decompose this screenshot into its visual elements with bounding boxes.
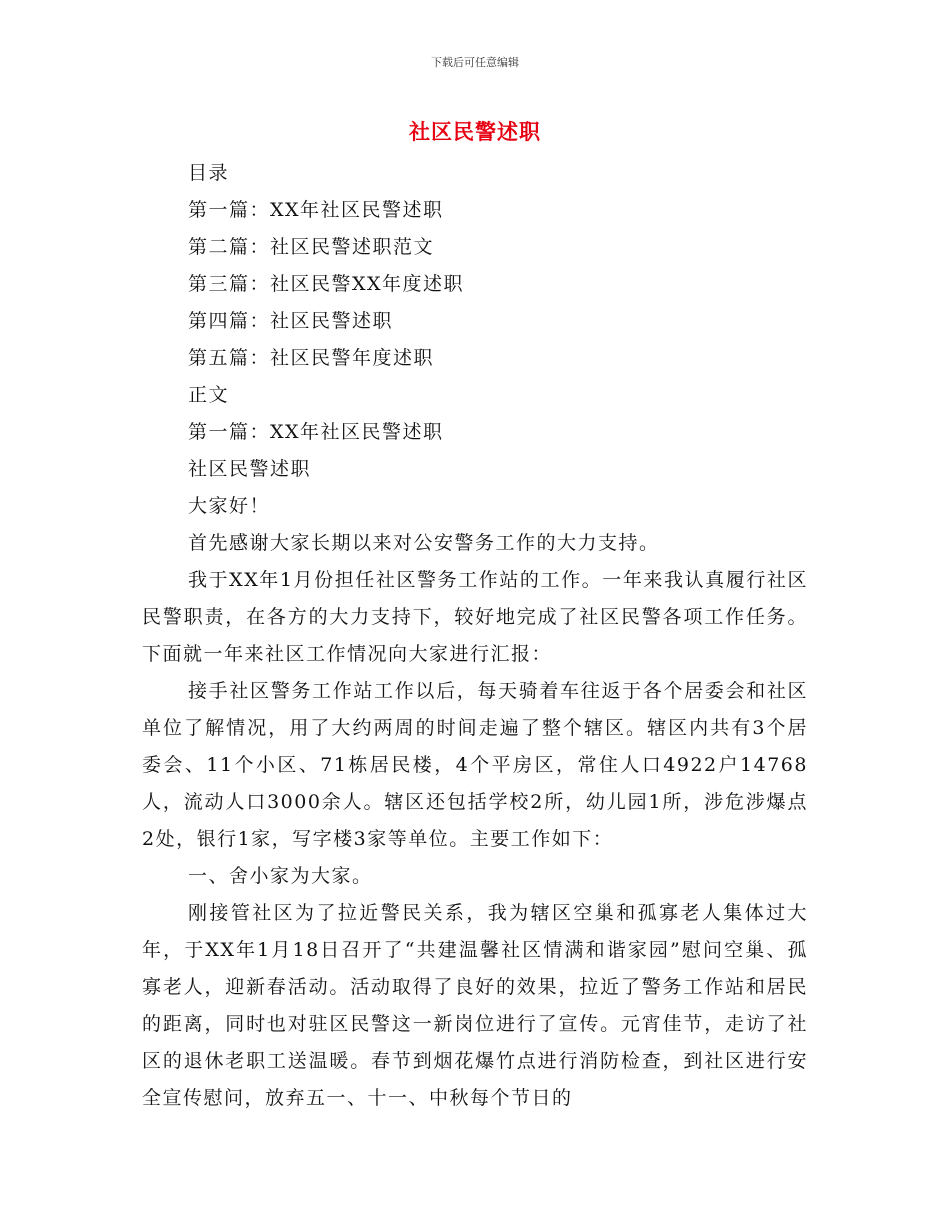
toc-item: 第三篇：社区民警XX年度述职 xyxy=(188,273,465,295)
paragraph: 首先感谢大家长期以来对公安警务工作的大力支持。 xyxy=(188,532,660,554)
article-title: 第一篇：XX年社区民警述职 xyxy=(188,421,444,443)
paragraph: 刚接管社区为了拉近警民关系，我为辖区空巢和孤寡老人集体过大年，于XX年1月18日召开了“共建温馨社区情满和谐家园”慰问空巢、孤寡老人，迎新春活动。活动取得了良好的效果，拉近了警务工作站和居民的距离，同时也对驻区民警这一新岗位进行了宣传。元宵佳节，走访了社区的退休老职工送温暖。春节到烟花爆竹点进行消防检查，到社区进行安全宣传慰问，放弃五一、十一、中秋每个节日的 xyxy=(142,902,808,1109)
header-note: 下载后可任意编辑 xyxy=(431,56,519,69)
document-title: 社区民警述职 xyxy=(409,120,541,144)
section-heading: 一、舍小家为大家。 xyxy=(188,865,373,887)
article-subtitle: 社区民警述职 xyxy=(188,458,312,480)
document-body xyxy=(142,155,808,1117)
body-heading: 正文 xyxy=(188,384,230,406)
toc-item: 第二篇：社区民警述职范文 xyxy=(188,236,435,258)
toc-item: 第一篇：XX年社区民警述职 xyxy=(188,199,444,221)
paragraph: 我于XX年1月份担任社区警务工作站的工作。一年来我认真履行社区民警职责，在各方的大力支持下，较好地完成了社区民警各项工作任务。下面就一年来社区工作情况向大家进行汇报： xyxy=(142,569,808,665)
paragraph: 接手社区警务工作站工作以后，每天骑着车往返于各个居委会和社区单位了解情况，用了大约两周的时间走遍了整个辖区。辖区内共有3个居委会、11个小区、71栋居民楼，4个平房区，常住人口4922户14768人，流动人口3000余人。辖区还包括学校2所，幼儿园1所，涉危涉爆点2处，银行1家，写字楼3家等单位。主要工作如下： xyxy=(142,680,808,850)
toc-heading: 目录 xyxy=(188,162,230,184)
toc-item: 第四篇：社区民警述职 xyxy=(188,310,394,332)
greeting: 大家好！ xyxy=(188,495,271,517)
toc-item: 第五篇：社区民警年度述职 xyxy=(188,347,435,369)
